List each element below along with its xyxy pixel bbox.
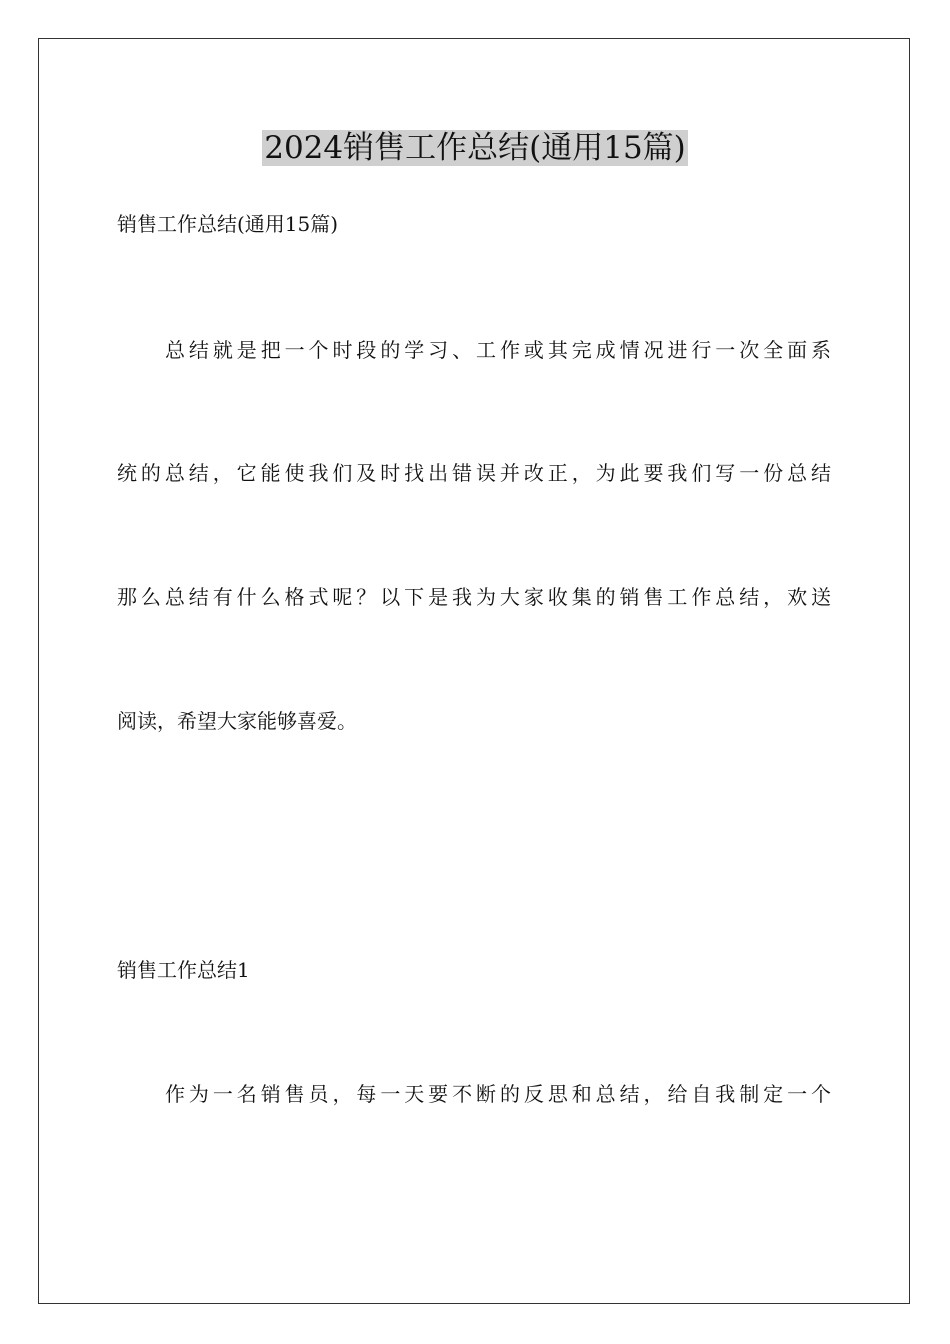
document-title (0, 128, 950, 168)
intro-paragraph-line-2: 统的总结，它能使我们及时找出错误并改正，为此要我们写一份总结 (117, 461, 831, 485)
section-heading: 销售工作总结1 (117, 958, 250, 982)
document-title-text: 2024销售工作总结(通用15篇) (264, 130, 686, 166)
intro-paragraph-line-1: 总结就是把一个时段的学习、工作或其完成情况进行一次全面系 (165, 338, 831, 362)
document-subtitle: 销售工作总结(通用15篇) (117, 212, 339, 236)
intro-paragraph-line-3: 那么总结有什么格式呢？以下是我为大家收集的销售工作总结，欢送 (117, 585, 831, 609)
section-paragraph-line-1: 作为一名销售员，每一天要不断的反思和总结，给自我制定一个 (165, 1082, 831, 1106)
intro-paragraph-line-4: 阅读，希望大家能够喜爱。 (117, 709, 357, 733)
